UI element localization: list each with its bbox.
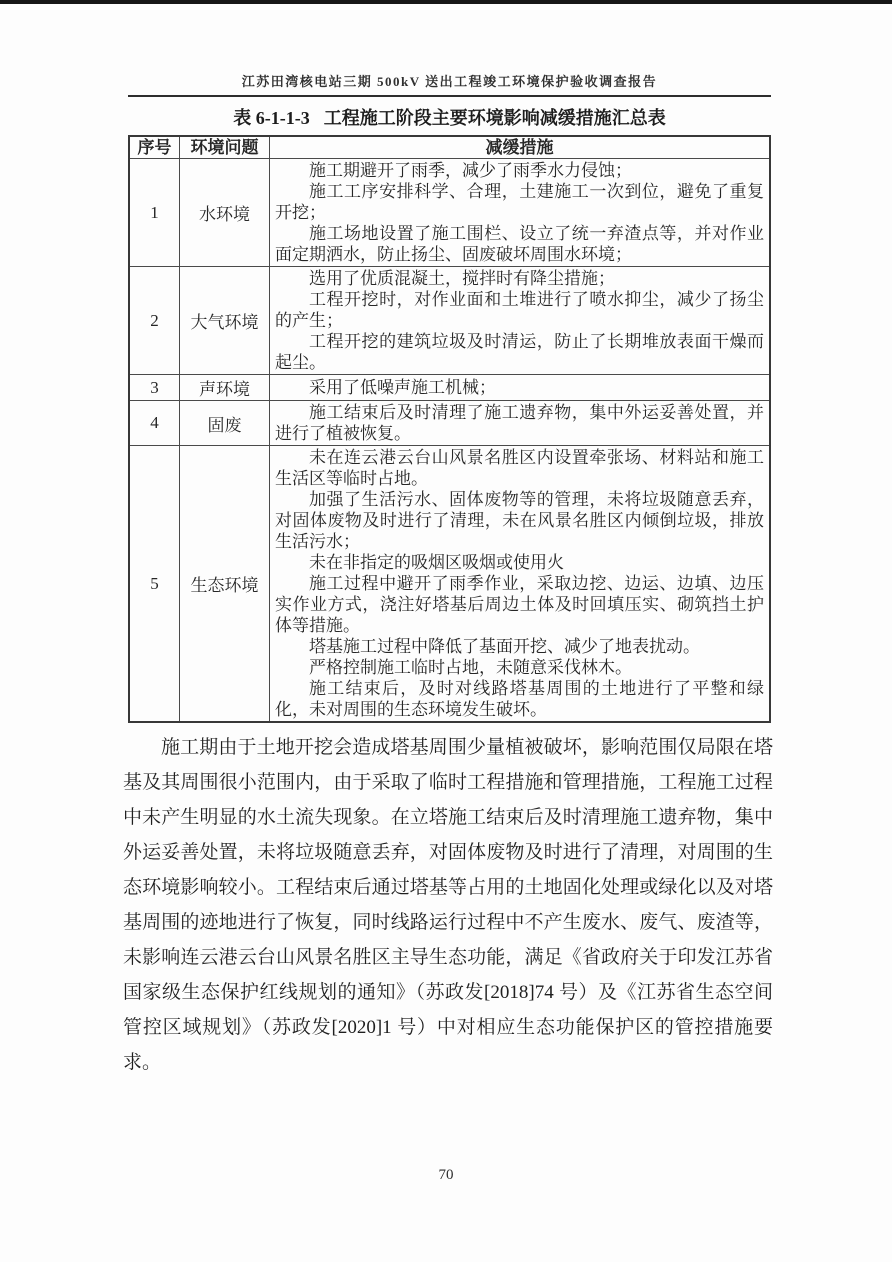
row-number-cell: 1 — [129, 159, 180, 267]
table-caption-title: 工程施工阶段主要环境影响减缓措施汇总表 — [323, 108, 666, 128]
page-content — [123, 0, 773, 1080]
row-number-cell: 3 — [129, 375, 180, 401]
measure-text: 施工工序安排科学、合理，土建施工一次到位，避免了重复开挖； — [275, 182, 764, 222]
body-paragraph: 施工期由于土地开挖会造成塔基周围少量植被破坏，影响范围仅局限在塔基及其周围很小范围内，由于采取了临时工程措施和管理措施，工程施工过程中未产生明显的水土流失现象。在立塔施工结束后及时清理施工遗弃物，集中外运妥善处置，未将垃圾随意丢弃，对固体废物及时进行了清理，对周围的生态环境影响较小。工程结束后通过塔基等占用的土地固化处理或绿化以及对塔基周围的迹地进行了恢复，同时线路运行过程中不产生废水、废气、废渣等，未影响连云港云台山风景名胜区主导生态功能，满足《省政府关于印发江苏省国家级生态保护红线规划的通知》（苏政发[2018]74 号）及《江苏省生态空间管控区域规划》（苏政发[2020]1 号）中对相应生态功能保护区的管控措施要求。 — [123, 737, 773, 1073]
measure-text: 采用了低噪声施工机械； — [309, 378, 496, 397]
environment-issue-cell: 大气环境 — [180, 267, 270, 375]
measure-text: 加强了生活污水、固体废物等的管理，未将垃圾随意丢弃，对固体废物及时进行了清理，未在风景名胜区内倾倒垃圾，排放生活污水； — [275, 490, 764, 551]
table-body — [129, 159, 770, 723]
table-caption — [128, 104, 771, 130]
environment-issue-cell: 声环境 — [180, 375, 270, 401]
table-header — [129, 136, 770, 159]
table-row — [129, 159, 770, 267]
header-divider — [128, 95, 771, 97]
table-row — [129, 375, 770, 401]
measure-text: 未在非指定的吸烟区吸烟或使用火 — [309, 553, 564, 572]
mitigation-measures-cell — [270, 267, 771, 375]
mitigation-measures-cell — [270, 401, 771, 446]
page-number: 70 — [438, 1167, 454, 1183]
table-caption-label: 表 6-1-1-3 — [233, 108, 310, 128]
row-number-cell: 5 — [129, 446, 180, 723]
mitigation-measures-table — [128, 135, 771, 723]
measure-text: 施工场地设置了施工围栏、设立了统一弃渣点等，并对作业面定期洒水，防止扬尘、固废破坏周围水环境； — [275, 224, 764, 264]
table-row — [129, 401, 770, 446]
running-header: 江苏田湾核电站三期 500kV 送出工程竣工环境保护验收调查报告 — [241, 74, 658, 89]
table-row — [129, 446, 770, 723]
measure-text: 工程开挖的建筑垃圾及时清运，防止了长期堆放表面干燥而起尘。 — [275, 332, 764, 372]
mitigation-measures-cell — [270, 446, 771, 723]
row-number-cell: 2 — [129, 267, 180, 375]
table-row — [129, 267, 770, 375]
mitigation-measures-cell — [270, 159, 771, 267]
measure-text: 施工结束后，及时对线路塔基周围的土地进行了平整和绿化，未对周围的生态环境发生破坏。 — [275, 679, 764, 719]
measure-text: 施工过程中避开了雨季作业，采取边挖、边运、边填、边压实作业方式，浇注好塔基后周边土体及时回填压实、砌筑挡土护体等措施。 — [275, 574, 764, 635]
measure-text: 塔基施工过程中降低了基面开挖、减少了地表扰动。 — [309, 637, 700, 656]
measure-text: 施工期避开了雨季，减少了雨季水力侵蚀； — [309, 161, 632, 180]
column-header-measures: 减缓措施 — [270, 136, 771, 159]
measure-text: 工程开挖时，对作业面和土堆进行了喷水抑尘，减少了扬尘的产生； — [275, 290, 764, 330]
measure-text: 施工结束后及时清理了施工遗弃物，集中外运妥善处置，并进行了植被恢复。 — [275, 403, 764, 443]
measure-text: 未在连云港云台山风景名胜区内设置牵张场、材料站和施工生活区等临时占地。 — [275, 448, 764, 488]
mitigation-measures-cell — [270, 375, 771, 401]
environment-issue-cell: 生态环境 — [180, 446, 270, 723]
table-header-row — [129, 136, 770, 159]
column-header-issue: 环境问题 — [180, 136, 270, 159]
row-number-cell: 4 — [129, 401, 180, 446]
measure-text: 选用了优质混凝土，搅拌时有降尘措施； — [309, 269, 615, 288]
measure-text: 严格控制施工临时占地，未随意采伐林木。 — [309, 658, 632, 677]
environment-issue-cell: 固废 — [180, 401, 270, 446]
environment-issue-cell: 水环境 — [180, 159, 270, 267]
column-header-no: 序号 — [129, 136, 180, 159]
